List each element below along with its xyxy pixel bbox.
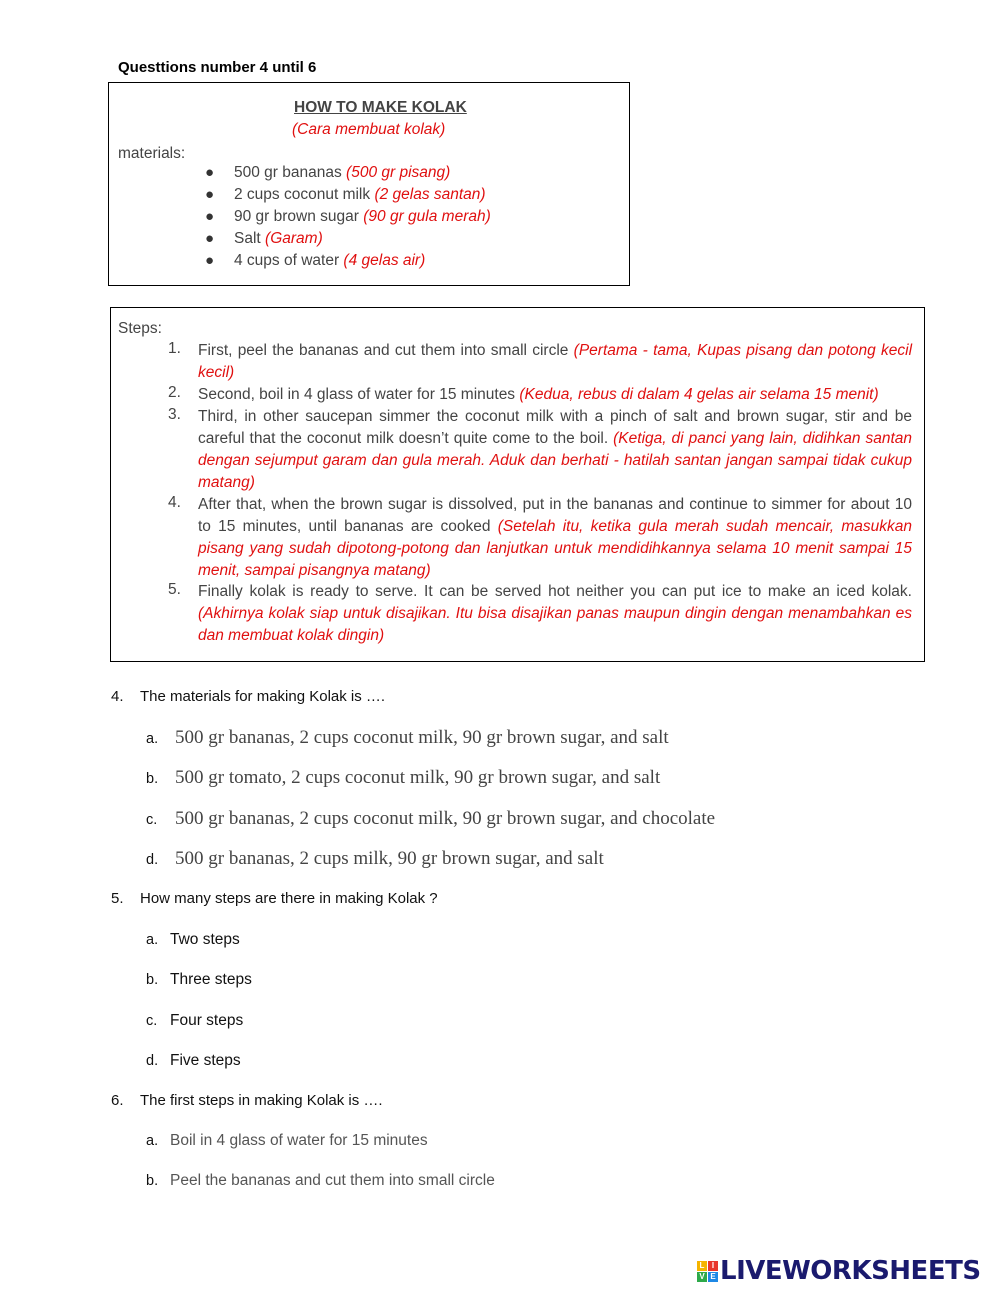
option-letter: a. bbox=[146, 932, 159, 948]
question-text: The materials for making Kolak is …. bbox=[140, 688, 386, 705]
logo-block: V bbox=[697, 1272, 707, 1282]
option-letter: c. bbox=[146, 812, 158, 828]
logo-block: E bbox=[708, 1272, 718, 1282]
materials-label: materials: bbox=[118, 145, 186, 162]
option-letter: b. bbox=[146, 771, 159, 787]
material-item: 2 cups coconut milk (2 gelas santan) bbox=[234, 186, 486, 203]
option-letter: b. bbox=[146, 972, 159, 988]
option-letter: a. bbox=[146, 1133, 159, 1149]
step-text: Finally kolak is ready to serve. It can be served hot neither you can put ice to make an iced kolak. (Akhirnya kolak siap untuk disajikan. Itu bisa disajikan panas maupun dingin dengan menambahkan es dan membuat kolak dingin) bbox=[198, 583, 912, 644]
question-number: 6. bbox=[111, 1092, 124, 1109]
bullet-icon: ● bbox=[205, 230, 215, 247]
answer-option[interactable]: 500 gr tomato, 2 cups coconut milk, 90 gr brown sugar, and salt bbox=[175, 767, 661, 788]
step-number: 3. bbox=[168, 406, 181, 423]
answer-option[interactable]: Five steps bbox=[170, 1052, 241, 1069]
answer-option[interactable]: Boil in 4 glass of water for 15 minutes bbox=[170, 1132, 428, 1149]
recipe-subtitle: (Cara membuat kolak) bbox=[292, 121, 446, 138]
step-text: After that, when the brown sugar is dissolved, put in the bananas and continue to simmer for about 10 to 15 minutes, until bananas are cooked (Setelah itu, ketika gula merah sudah mencair, masukkan pisang yang sudah dipotong-potong dan lanjutkan untuk mendidihkannya selama 10 menit sampai 15 menit, sampai pisangnya matang) bbox=[198, 496, 912, 579]
answer-option[interactable]: 500 gr bananas, 2 cups coconut milk, 90 gr brown sugar, and salt bbox=[175, 727, 669, 748]
option-letter: b. bbox=[146, 1173, 159, 1189]
step-number: 4. bbox=[168, 494, 181, 511]
recipe-title: HOW TO MAKE KOLAK bbox=[294, 99, 467, 116]
option-letter: c. bbox=[146, 1013, 158, 1029]
question-text: How many steps are there in making Kolak ? bbox=[140, 890, 438, 907]
bullet-icon: ● bbox=[205, 252, 215, 269]
answer-option[interactable]: 500 gr bananas, 2 cups milk, 90 gr brown sugar, and salt bbox=[175, 848, 604, 869]
answer-option[interactable]: Two steps bbox=[170, 931, 240, 948]
step-number: 2. bbox=[168, 384, 181, 401]
material-item: Salt (Garam) bbox=[234, 230, 323, 247]
material-item: 4 cups of water (4 gelas air) bbox=[234, 252, 426, 269]
step-number: 1. bbox=[168, 340, 181, 357]
step-number: 5. bbox=[168, 581, 181, 598]
option-letter: a. bbox=[146, 731, 159, 747]
logo-blocks-icon bbox=[697, 1261, 718, 1282]
answer-option[interactable]: Three steps bbox=[170, 971, 252, 988]
bullet-icon: ● bbox=[205, 186, 215, 203]
material-item: 90 gr brown sugar (90 gr gula merah) bbox=[234, 208, 491, 225]
liveworksheets-logo[interactable] bbox=[697, 1256, 981, 1286]
bullet-icon: ● bbox=[205, 164, 215, 181]
answer-option[interactable]: Four steps bbox=[170, 1012, 244, 1029]
question-number: 5. bbox=[111, 890, 124, 907]
steps-label: Steps: bbox=[118, 320, 162, 337]
material-item: 500 gr bananas (500 gr pisang) bbox=[234, 164, 451, 181]
answer-option[interactable]: 500 gr bananas, 2 cups coconut milk, 90 gr brown sugar, and chocolate bbox=[175, 808, 716, 829]
step-text: First, peel the bananas and cut them into small circle (Pertama - tama, Kupas pisang dan potong kecil kecil) bbox=[198, 342, 913, 381]
bullet-icon: ● bbox=[205, 208, 215, 225]
question-text: The first steps in making Kolak is …. bbox=[140, 1092, 383, 1109]
logo-block: L bbox=[697, 1261, 707, 1271]
step-text: Second, boil in 4 glass of water for 15 minutes (Kedua, rebus di dalam 4 gelas air selama 15 menit) bbox=[198, 386, 879, 403]
option-letter: d. bbox=[146, 852, 159, 868]
option-letter: d. bbox=[146, 1053, 159, 1069]
logo-block: I bbox=[708, 1261, 718, 1271]
question-number: 4. bbox=[111, 688, 124, 705]
answer-option[interactable]: Peel the bananas and cut them into small circle bbox=[170, 1172, 495, 1189]
section-heading: Questtions number 4 until 6 bbox=[118, 59, 317, 76]
logo-text: LIVEWORKSHEETS bbox=[720, 1256, 981, 1286]
step-text: Third, in other saucepan simmer the coconut milk with a pinch of salt and brown sugar, stir and be careful that the coconut milk doesn’t quite come to the boil. (Ketiga, di panci yang lain, didihkan santan dengan sejumput garam dan gula merah. Aduk dan berhati - hatilah santan jangan sampai tidak cukup matang) bbox=[198, 408, 912, 491]
